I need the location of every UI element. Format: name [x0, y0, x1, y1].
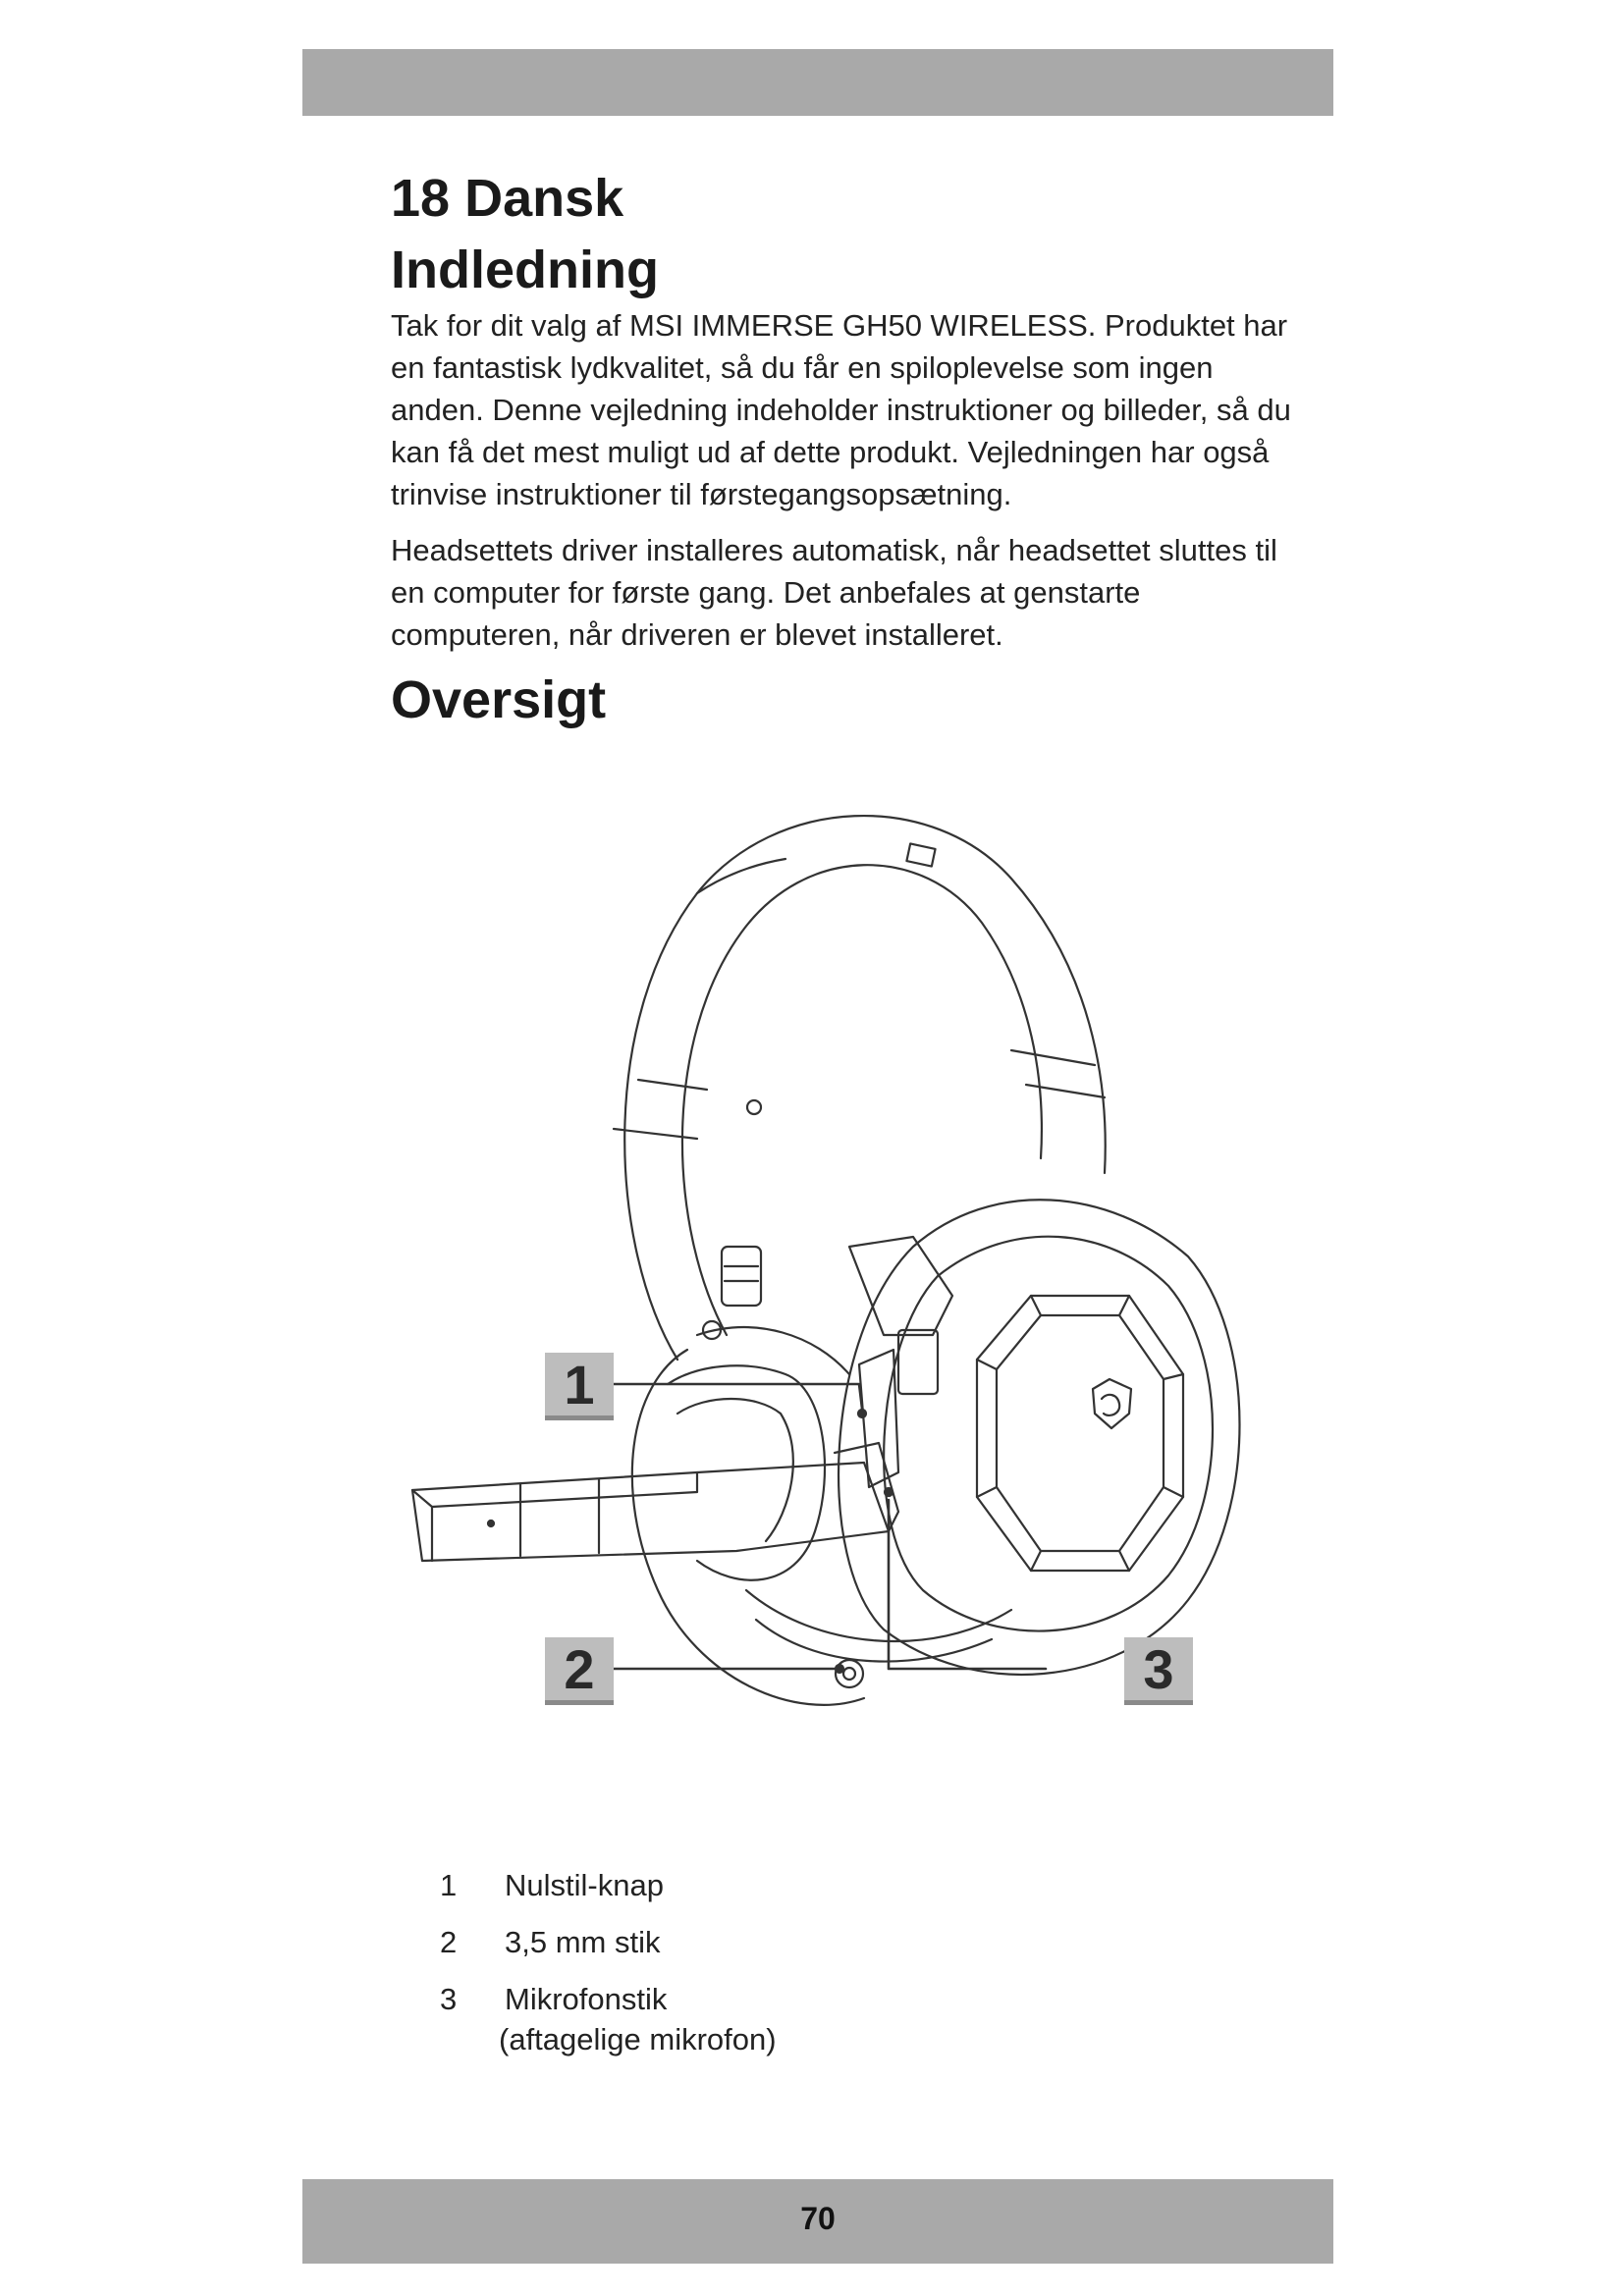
legend-number: 1	[440, 1868, 458, 1902]
page-content	[391, 165, 1314, 734]
footer-bar	[302, 2179, 1333, 2264]
legend-item	[440, 1914, 1127, 1971]
header-bar	[302, 49, 1333, 116]
legend-label: Mikrofonstik	[505, 1982, 668, 2016]
chapter-title: 18 Dansk	[391, 169, 624, 228]
legend-number: 3	[440, 1982, 458, 2016]
intro-paragraph-2: Headsettets driver installeres automatisk, når headsettet sluttes til en computer for første gang. Det anbefales at genstarte computeren, når driveren er blevet installeret.	[391, 533, 1277, 652]
legend-label: Nulstil-knap	[505, 1868, 664, 1902]
overview-heading: Oversigt	[391, 670, 607, 729]
intro-paragraph-1: Tak for dit valg af MSI IMMERSE GH50 WIRELESS. Produktet har en fantastisk lydkvalitet, så du får en spiloplevelse som ingen anden. Denne vejledning indeholder instruktioner og billeder, så du kan få det mest muligt ud af dette produkt. Vejledningen har også trinvise instruktioner til førstegangsopsætning.	[391, 308, 1291, 511]
overview-legend	[440, 1857, 1127, 2057]
headset-drawing	[403, 785, 1267, 1757]
page-number: 70	[800, 2201, 836, 2236]
legend-item	[440, 1857, 1127, 1914]
legend-item	[440, 1971, 1127, 2028]
callout-1: 1	[545, 1353, 614, 1420]
intro-heading: Indledning	[391, 240, 659, 299]
headset-illustration	[403, 785, 1267, 1757]
legend-number: 2	[440, 1925, 458, 1959]
callout-2: 2	[545, 1637, 614, 1705]
legend-label: 3,5 mm stik	[505, 1925, 661, 1959]
callout-3: 3	[1124, 1637, 1193, 1705]
legend-sublabel: (aftagelige mikrofon)	[499, 2022, 777, 2056]
